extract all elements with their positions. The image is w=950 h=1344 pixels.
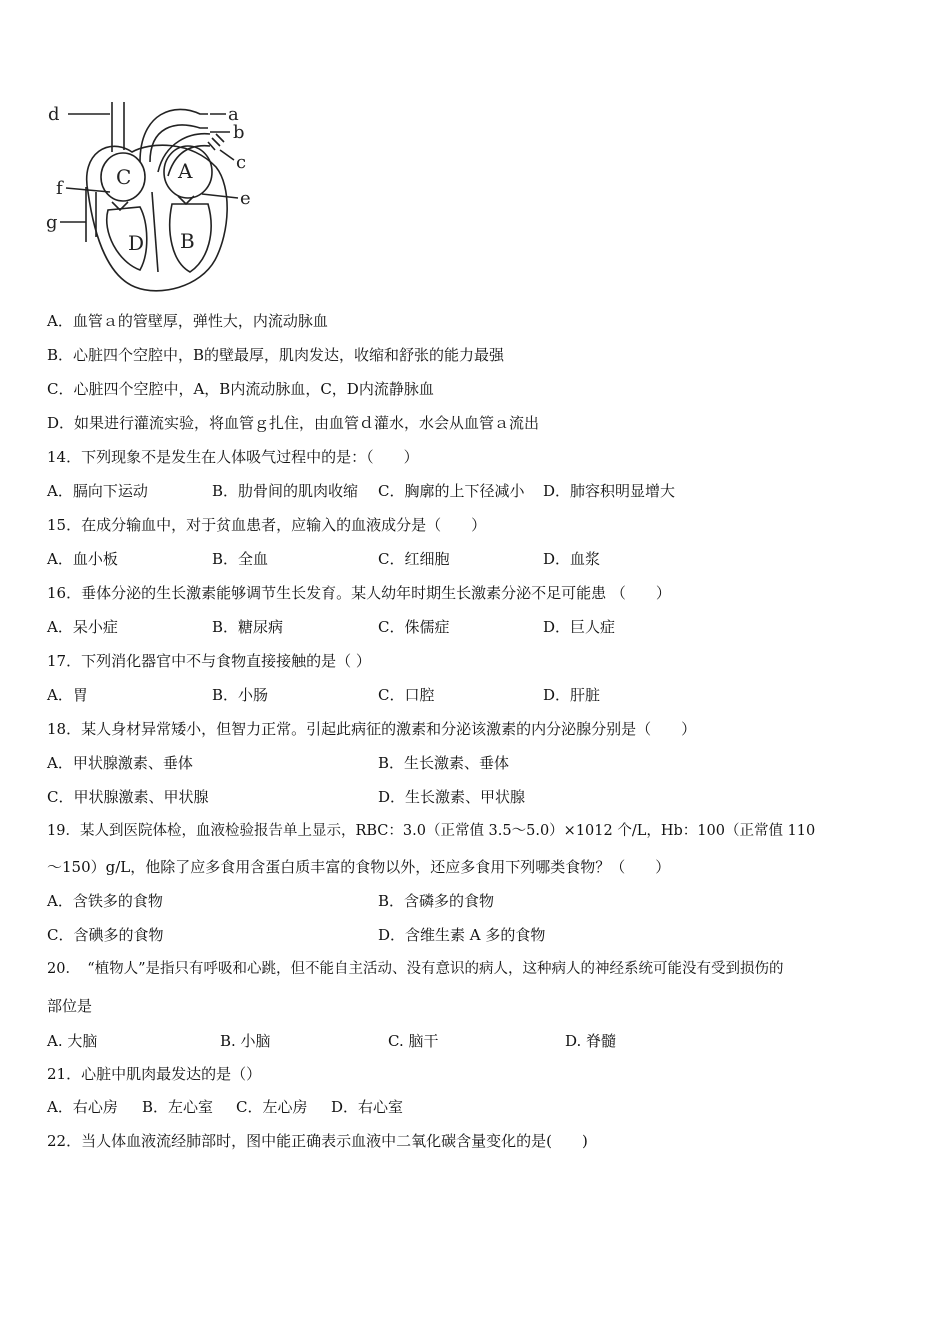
q20-stem-line2: 部位是 [47,997,93,1015]
heart-outline [60,102,238,291]
q13-option-b: B．心脏四个空腔中，B的壁最厚，肌肉发达，收缩和舒张的能力最强 [47,346,505,364]
q15-option-c: C．红细胞 [378,550,450,568]
q19-stem-line1: 19．某人到医院体检，血液检验报告单上显示，RBC：3.0（正常值 3.5～5.0）×1012 个/L，Hb：100（正常值 110 [47,823,816,839]
q20-stem-line1: 20． “植物人”是指只有呼吸和心跳，但不能自主活动、没有意识的病人，这种病人的神经系统可能没有受到损伤的 [47,961,784,977]
label-f: f [56,178,63,199]
q14-option-a: A．膈向下运动 [47,482,148,500]
q20-option-c: C. 脑干 [388,1032,439,1050]
q19-stem-line2: ～150）g/L，他除了应多食用含蛋白质丰富的食物以外，还应多食用下列哪类食物？（ ） [47,858,671,876]
q17-option-c: C．口腔 [378,686,435,704]
q19-option-a: A．含铁多的食物 [47,892,163,910]
q18-stem: 18．某人身材异常矮小，但智力正常。引起此病征的激素和分泌该激素的内分泌腺分别是（ ） [47,720,697,738]
q17-option-b: B．小肠 [212,686,269,704]
q17-option-a: A．胃 [47,686,88,704]
q19-option-b: B．含磷多的食物 [378,892,495,910]
chamber-A: A [178,159,193,183]
q18-option-d: D．生长激素、甲状腺 [378,788,526,806]
q16-option-b: B．糖尿病 [212,618,284,636]
label-b: b [233,122,245,143]
q21-option-d: D．右心室 [331,1098,404,1116]
q13-option-a: A．血管ａ的管壁厚，弹性大，内流动脉血 [47,312,328,330]
chamber-C: C [116,165,132,189]
label-a: a [228,104,239,125]
q21-option-b: B．左心室 [142,1098,214,1116]
q21-option-a: A．右心房 [47,1098,118,1116]
q19-option-c: C．含碘多的食物 [47,926,164,944]
q13-option-d: D．如果进行灌流实验，将血管ｇ扎住，由血管ｄ灌水，水会从血管ａ流出 [47,414,540,432]
label-g: g [46,212,58,233]
q21-stem: 21．心脏中肌肉最发达的是（） [47,1065,262,1083]
q19-option-d: D．含维生素 A 多的食物 [378,926,546,944]
q20-option-a: A. 大脑 [47,1032,98,1050]
q18-option-b: B．生长激素、垂体 [378,754,510,772]
q16-option-c: C．侏儒症 [378,618,450,636]
q16-stem: 16．垂体分泌的生长激素能够调节生长发育。某人幼年时期生长激素分泌不足可能患 （ ） [47,584,671,602]
q17-option-d: D．肝脏 [543,686,601,704]
q15-option-d: D．血浆 [543,550,601,568]
label-c: c [236,152,247,173]
q15-stem: 15．在成分输血中，对于贫血患者，应输入的血液成分是（ ） [47,516,487,534]
q14-option-b: B．肋骨间的肌肉收缩 [212,482,359,500]
q14-stem: 14．下列现象不是发生在人体吸气过程中的是：（ ） [47,448,419,466]
chamber-D: D [128,231,145,255]
q21-option-c: C．左心房 [236,1098,308,1116]
q14-option-c: C．胸廓的上下径减小 [378,482,525,500]
q16-option-d: D．巨人症 [543,618,616,636]
q18-option-a: A．甲状腺激素、垂体 [47,754,193,772]
heart-diagram [40,92,270,302]
q15-option-a: A．血小板 [47,550,118,568]
chamber-B: B [180,229,195,253]
q20-option-b: B. 小脑 [220,1032,271,1050]
q22-stem: 22．当人体血液流经肺部时，图中能正确表示血液中二氧化碳含量变化的是( ) [47,1132,588,1150]
q15-option-b: B．全血 [212,550,269,568]
q13-option-c: C．心脏四个空腔中，A，B内流动脉血，C，D内流静脉血 [47,380,434,398]
q16-option-a: A．呆小症 [47,618,118,636]
label-e: e [240,188,251,209]
q18-option-c: C．甲状腺激素、甲状腺 [47,788,209,806]
q14-option-d: D．肺容积明显增大 [543,482,676,500]
label-d: d [48,104,60,125]
q17-stem: 17．下列消化器官中不与食物直接接触的是（ ） [47,652,371,670]
q20-option-d: D. 脊髓 [565,1032,617,1050]
